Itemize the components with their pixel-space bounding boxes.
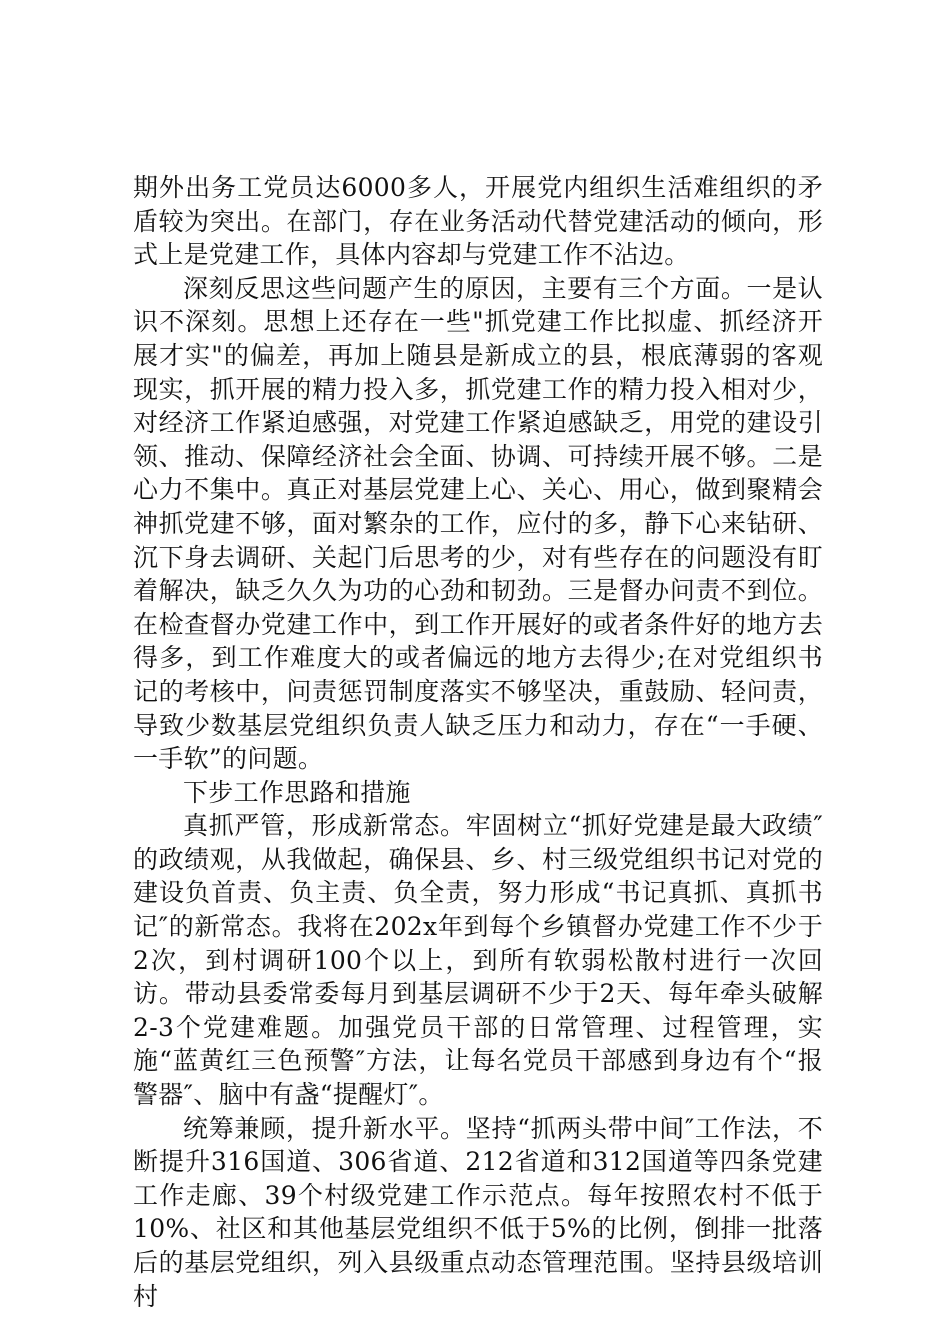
paragraph-3: 真抓严管，形成新常态。牢固树立“抓好党建是最大政绩″的政绩观，从我做起，确保县、乡、村三级党组织书记对党的建设负首责、负主责、负全责，努力形成“书记真抓、真抓书记″的新常态。我将在202x年到每个乡镇督办党建工作不少于2次，到村调研100个以上，到所有软弱松散村进行一次回访。带动县委常委每月到基层调研不少于2天、每年牵头破解2-3个党建难题。加强党员干部的日常管理、过程管理，实施“蓝黄红三色预警″方法，让每名党员干部感到身边有个“报警器″、脑中有盏“提醒灯″。 xyxy=(133,811,823,1110)
section-heading: 下步工作思路和措施 xyxy=(183,777,411,807)
paragraph-4: 统筹兼顾，提升新水平。坚持“抓两头带中间″工作法，不断提升316国道、306省道、212省道和312国道等四条党建工作走廊、39个村级党建工作示范点。每年按照农村不低于10%、社区和其他基层党组织不低于5%的比例，倒排一批落后的基层党组织，列入县级重点动态管理范围。坚持县级培训村 xyxy=(133,1113,823,1311)
document-body xyxy=(133,171,823,1313)
paragraph-1: 期外出务工党员达6000多人，开展党内组织生活难组织的矛盾较为突出。在部门，存在业务活动代替党建活动的倾向，形式上是党建工作，具体内容却与党建工作不沾边。 xyxy=(133,173,823,270)
paragraph-2: 深刻反思这些问题产生的原因，主要有三个方面。一是认识不深刻。思想上还存在一些"抓党建工作比拟虚、抓经济开展才实"的偏差，再加上随县是新成立的县，根底薄弱的客观现实，抓开展的精力投入多，抓党建工作的精力投入相对少，对经济工作紧迫感强，对党建工作紧迫感缺乏，用党的建设引领、推动、保障经济社会全面、协调、可持续开展不够。二是心力不集中。真正对基层党建上心、关心、用心，做到聚精会神抓党建不够，面对繁杂的工作，应付的多，静下心来钻研、沉下身去调研、关起门后思考的少，对有些存在的问题没有盯着解决，缺乏久久为功的心劲和韧劲。三是督办问责不到位。在检查督办党建工作中，到工作开展好的或者条件好的地方去得多，到工作难度大的或者偏远的地方去得少;在对党组织书记的考核中，问责惩罚制度落实不够坚决，重鼓励、轻问责，导致少数基层党组织负责人缺乏压力和动力，存在“一手硬、一手软”的问题。 xyxy=(133,273,823,774)
